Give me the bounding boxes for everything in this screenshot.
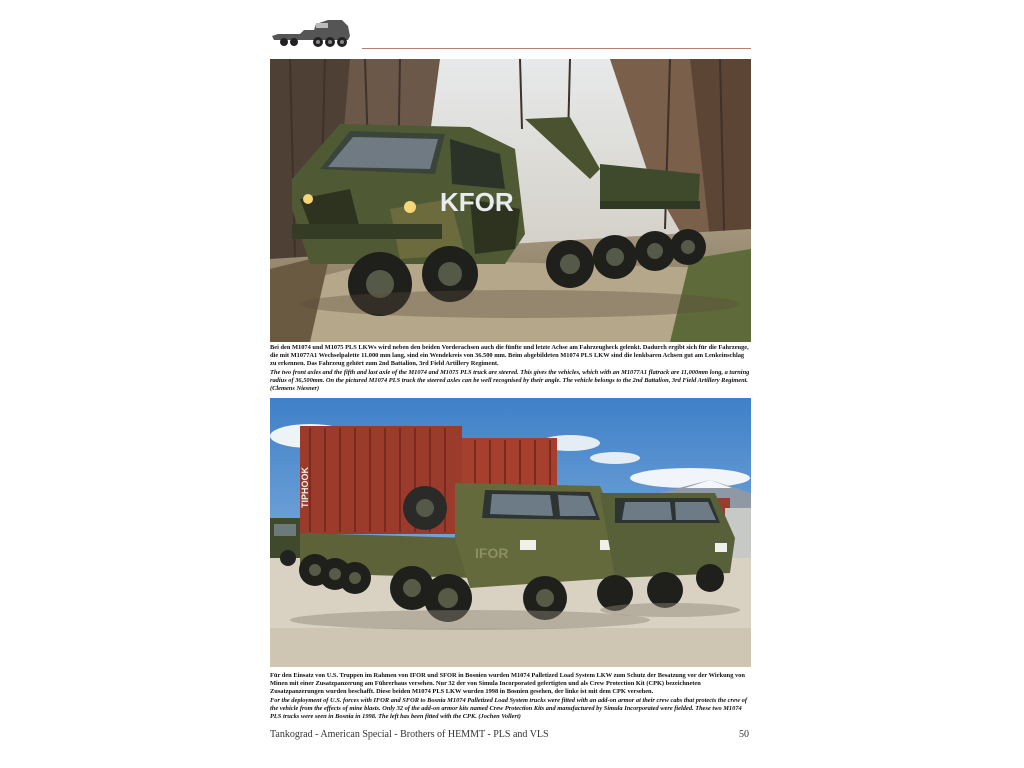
caption-german: Für den Einsatz von U.S. Truppen im Rahmen von IFOR und SFOR in Bosnien wurden M1074 Palletized Load System LKW zum Schutz der Besatzung vor der Wirkung von Minen mit einer Zusatzpanzerung am Führerhaus versehen. Nur 32 der von Simula Incorporated gefertigten und als Crew Protection Kit (CPK) bezeichneten Zusatzpanzerungen wurden beschafft. Diese beiden M1074 PLS LKW wurden 1998 in Bosnien gesehen, der linke ist mit dem CPK versehen. — [270, 672, 745, 696]
photo-pls-trucks-bosnia — [270, 398, 751, 667]
door-marking-text: KFOR — [440, 187, 514, 217]
caption-english: For the deployment of U.S. forces with IFOR and SFOR to Bosnia M1074 Palletized Load System trucks were fitted with an add-on armor at their crew cabs that protects the crew of the vehicle from the effects of mine blasts. Only 32 of the add-on armor kits named Crew Protection Kits and manufactured by Simula Incorporated were fielded. These two M1074 PLS trucks were seen in Bosnia in 1998. The left has been fitted with the CPK. (Jochen Vollert) — [270, 696, 748, 721]
footer-title: Tankograd - American Special - Brothers of HEMMT - PLS and VLS — [270, 729, 549, 740]
container-marking-text: TIPHOOK — [300, 466, 310, 508]
caption-photo-1 — [270, 344, 751, 393]
caption-german: Bei den M1074 und M1075 PLS LKWs wird neben den beiden Vorderachsen auch die fünfte und letzte Achse am Fahrzeugheck gelenkt. Dadurch ergibt sich für die Fahrzeuge, die mit M1077A1 Wechselpalette 11.000 mm lang, sind ein Wendekreis von 36.500 mm. Beim abgebildeten M1074 PLS LKW sind die lenkbaren Achsen gut am Lenkeinschlag zu erkennen. Das Fahrzeug gehört zum 2nd Battalion, 3rd Field Artillery Regiment. — [270, 344, 749, 368]
caption-english: The two front axles and the fifth and last axle of the M1074 and M1075 PLS truck are steered. This gives the vehicles, which with an M1077A1 flatrack are 11,000mm long, a turning radius of 36,500mm. On the pictured M1074 PLS truck the steered axles can be well recognised by their angle. The vehicle belongs to the 2nd Battalion, 3rd Field Artillery Regiment. (Clemens Niesner) — [270, 368, 750, 393]
truck-logo-icon — [270, 14, 352, 50]
door-marking-text: IFOR — [475, 545, 509, 561]
page-number: 50 — [739, 729, 749, 740]
caption-photo-2 — [270, 672, 751, 721]
photo-pls-truck-forest — [270, 59, 751, 342]
header-rule — [362, 48, 751, 49]
